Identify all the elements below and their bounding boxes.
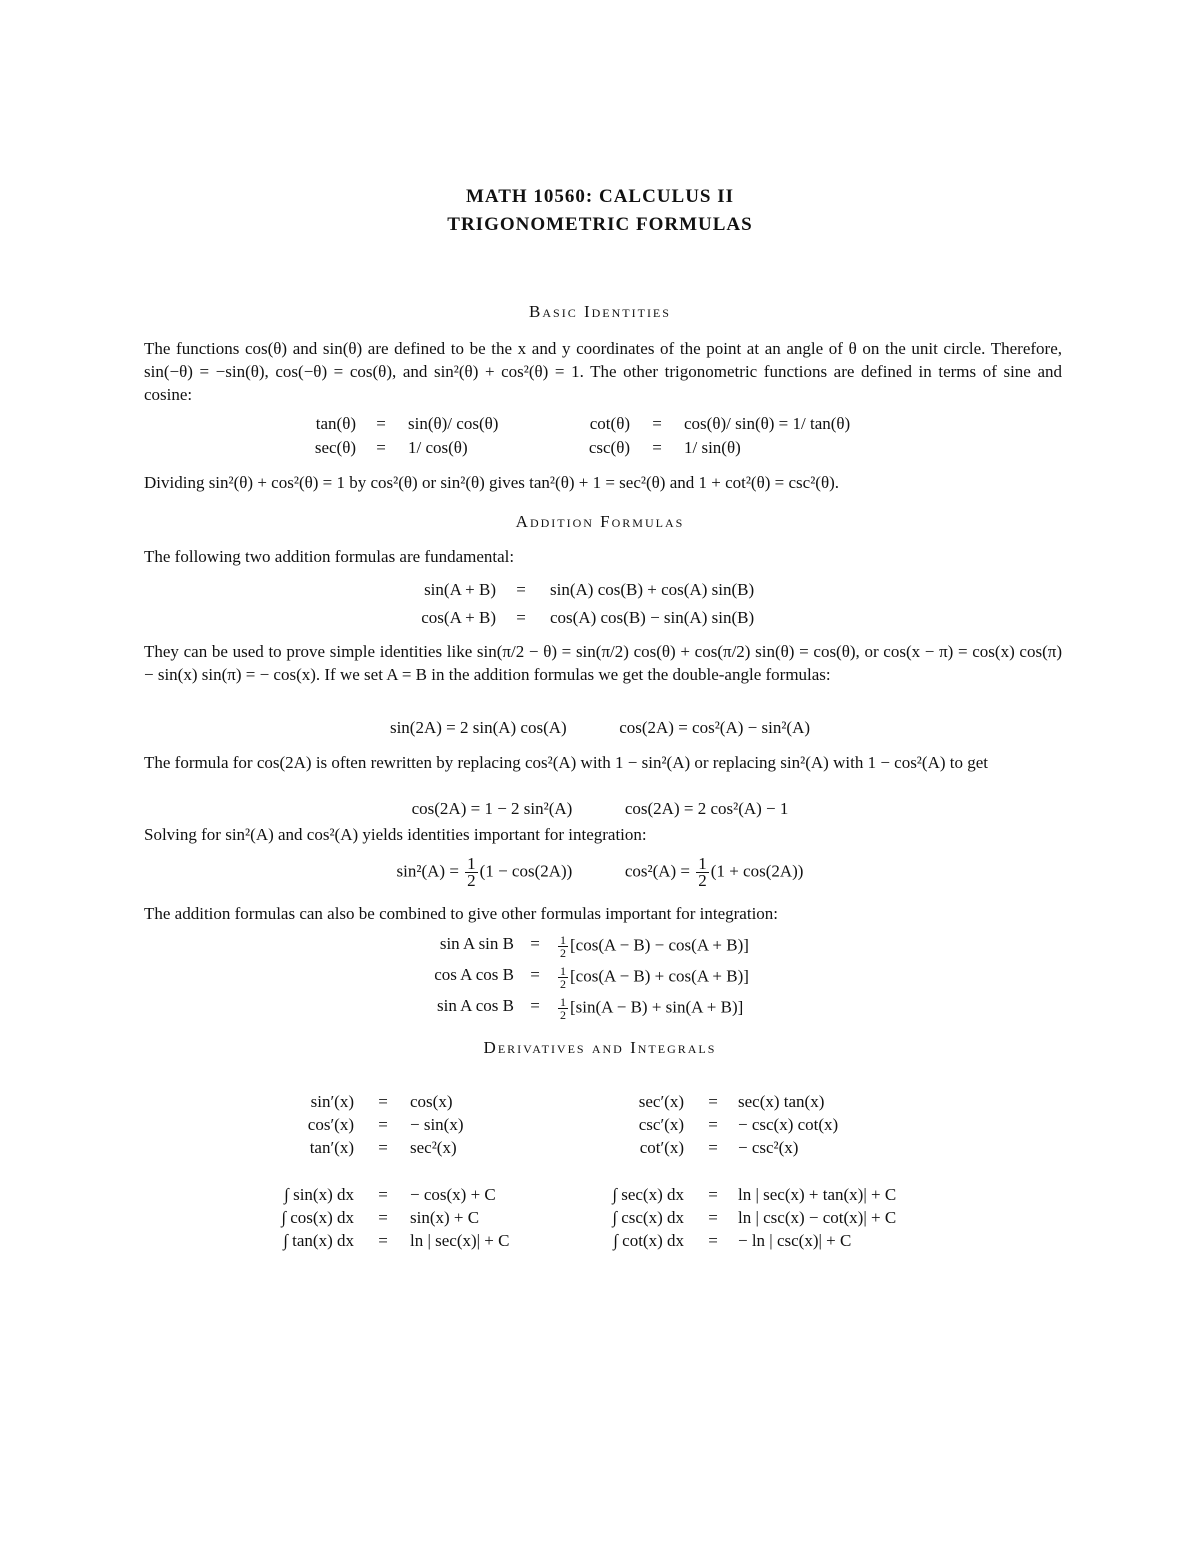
def-rel: = (376, 438, 386, 457)
prove-text: They can be used to prove simple identities like sin(π/2 − θ) = sin(π/2) cos(θ) + cos(π/2) sin(θ) = cos(θ), or cos(x − π) = cos(x) cos(π) − sin(x) sin(π) = − cos(x). If we set A = B in the addition formulas we get the double-angle formulas: (144, 642, 1062, 684)
integral-rel: = (708, 1185, 718, 1204)
fraction-denominator: 2 (698, 871, 707, 890)
def-row-1 (0, 414, 1200, 438)
half-sin-rhs: (1 − cos(2A)) (479, 861, 573, 881)
addition-formula-sin (0, 580, 1200, 604)
fraction-denominator: 2 (560, 946, 566, 960)
document-title-line1: MATH 10560: CALCULUS II (465, 186, 735, 207)
half-angle-formulas (0, 856, 1200, 889)
formula-rhs: cos(A) cos(B) − sin(A) sin(B) (550, 608, 755, 627)
derivative-rhs: sec²(x) (410, 1138, 457, 1157)
integral-rhs: sin(x) + C (410, 1208, 480, 1227)
product-rel: = (530, 965, 540, 984)
integral-rel: = (378, 1208, 388, 1227)
integral-row-1 (0, 1185, 1200, 1209)
def-lhs: sec(θ) (314, 438, 356, 457)
integral-rhs: ln | csc(x) − cot(x)| + C (738, 1208, 897, 1227)
def-lhs: cot(θ) (589, 414, 630, 433)
def-lhs: csc(θ) (588, 438, 630, 457)
fraction-denominator: 2 (560, 1008, 566, 1022)
fraction-denominator: 2 (560, 977, 566, 991)
section-heading-addition: Addition Formulas (515, 512, 685, 531)
addition-formula-cos (0, 608, 1200, 632)
derivative-lhs: tan′(x) (309, 1138, 354, 1157)
product-formula-1 (0, 934, 1200, 962)
derivative-rhs: − sin(x) (410, 1115, 464, 1134)
derivative-row-1 (0, 1092, 1200, 1116)
half-fraction (696, 856, 709, 889)
double-angle-cos: cos(2A) = cos²(A) − sin²(A) (619, 718, 811, 737)
solving-text: Solving for sin²(A) and cos²(A) yields identities important for integration: (144, 825, 647, 844)
integral-rhs: ln | sec(x) + tan(x)| + C (738, 1185, 897, 1204)
basic-intro: The functions cos(θ) and sin(θ) are defined to be the x and y coordinates of the point at an angle of θ on the unit circle. Therefore, sin(−θ) = −sin(θ), cos(−θ) = cos(θ), and sin²(θ) + cos²(θ) = 1. The other trigonometric functions are defined in terms of sine and cosine: (144, 339, 1062, 404)
integral-rhs: − ln | csc(x)| + C (738, 1231, 852, 1250)
def-rhs: 1/ sin(θ) (684, 438, 741, 457)
def-rel: = (652, 438, 662, 457)
derivative-rel: = (378, 1138, 388, 1157)
product-lhs: cos A cos B (434, 965, 514, 984)
fraction-numerator: 1 (560, 933, 566, 947)
product-rhs: [cos(A − B) + cos(A + B)] (570, 966, 749, 986)
derivative-lhs: cot′(x) (639, 1138, 684, 1157)
integral-lhs: ∫ csc(x) dx (612, 1208, 684, 1227)
combined-text: The addition formulas can also be combined to give other formulas important for integration: (144, 904, 779, 923)
derivative-lhs: csc′(x) (638, 1115, 684, 1134)
product-rel: = (530, 996, 540, 1015)
addition-intro: The following two addition formulas are fundamental: (144, 547, 515, 566)
def-lhs: tan(θ) (315, 414, 356, 433)
fraction-numerator: 1 (467, 854, 476, 873)
fraction-numerator: 1 (698, 854, 707, 873)
half-fraction (465, 856, 478, 889)
fraction-numerator: 1 (560, 995, 566, 1009)
def-rel: = (652, 414, 662, 433)
derivative-rel: = (708, 1138, 718, 1157)
formula-lhs: cos(A + B) (421, 608, 496, 627)
cos2a-forms (0, 799, 1200, 819)
derivative-lhs: sin′(x) (310, 1092, 354, 1111)
product-rhs: [sin(A − B) + sin(A + B)] (570, 997, 744, 1017)
derivative-rel: = (378, 1092, 388, 1111)
def-rhs: sin(θ)/ cos(θ) (408, 414, 499, 433)
integral-row-3 (0, 1231, 1200, 1255)
cos2a-form-1: cos(2A) = 1 − 2 sin²(A) (411, 799, 573, 818)
integral-rel: = (378, 1231, 388, 1250)
derivative-row-3 (0, 1138, 1200, 1162)
integral-rel: = (378, 1185, 388, 1204)
derivative-rhs: sec(x) tan(x) (738, 1092, 825, 1111)
fraction-denominator: 2 (467, 871, 476, 890)
derivative-lhs: cos′(x) (307, 1115, 354, 1134)
def-rel: = (376, 414, 386, 433)
rewrite-text: The formula for cos(2A) is often rewritten by replacing cos²(A) with 1 − sin²(A) or replacing sin²(A) with 1 − cos²(A) to get (144, 753, 988, 772)
def-rhs: 1/ cos(θ) (408, 438, 468, 457)
formula-rel: = (516, 580, 526, 599)
integral-rel: = (708, 1231, 718, 1250)
derivative-lhs: sec′(x) (638, 1092, 684, 1111)
formula-rhs: sin(A) cos(B) + cos(A) sin(B) (550, 580, 755, 599)
integral-row-2 (0, 1208, 1200, 1232)
integral-lhs: ∫ sin(x) dx (284, 1185, 354, 1204)
section-heading-derivatives: Derivatives and Integrals (483, 1038, 717, 1057)
double-angle-sin: sin(2A) = 2 sin(A) cos(A) (389, 718, 567, 737)
double-angle-formulas (0, 718, 1200, 738)
integral-rhs: ln | sec(x)| + C (410, 1231, 510, 1250)
product-rhs: [cos(A − B) − cos(A + B)] (570, 935, 749, 955)
product-rel: = (530, 934, 540, 953)
formula-rel: = (516, 608, 526, 627)
half-fraction (558, 934, 568, 959)
document-title-line2: TRIGONOMETRIC FORMULAS (447, 214, 753, 235)
derivative-rel: = (708, 1092, 718, 1111)
integral-rel: = (708, 1208, 718, 1227)
dividing-text: Dividing sin²(θ) + cos²(θ) = 1 by cos²(θ) or sin²(θ) gives tan²(θ) + 1 = sec²(θ) and 1 + cot²(θ) = csc²(θ). (144, 473, 840, 492)
half-cos-lhs: cos²(A) = (624, 861, 691, 881)
product-formula-2 (0, 965, 1200, 993)
derivative-rhs: − csc²(x) (738, 1138, 799, 1157)
product-formula-3 (0, 996, 1200, 1024)
def-rhs: cos(θ)/ sin(θ) = 1/ tan(θ) (684, 414, 851, 433)
product-lhs: sin A sin B (439, 934, 514, 953)
derivative-rel: = (378, 1115, 388, 1134)
integral-rhs: − cos(x) + C (410, 1185, 496, 1204)
integral-lhs: ∫ sec(x) dx (612, 1185, 684, 1204)
cos2a-form-2: cos(2A) = 2 cos²(A) − 1 (624, 799, 789, 818)
formula-lhs: sin(A + B) (424, 580, 496, 599)
integral-lhs: ∫ cot(x) dx (613, 1231, 684, 1250)
product-lhs: sin A cos B (437, 996, 514, 1015)
def-row-2 (0, 438, 1200, 462)
derivative-rhs: − csc(x) cot(x) (738, 1115, 839, 1134)
integral-lhs: ∫ cos(x) dx (281, 1208, 354, 1227)
half-sin-lhs: sin²(A) = (396, 861, 459, 881)
derivative-rhs: cos(x) (410, 1092, 453, 1111)
half-cos-rhs: (1 + cos(2A)) (710, 861, 804, 881)
derivative-rel: = (708, 1115, 718, 1134)
fraction-numerator: 1 (560, 964, 566, 978)
integral-lhs: ∫ tan(x) dx (283, 1231, 354, 1250)
section-heading-basic: Basic Identities (529, 302, 671, 321)
half-fraction (558, 965, 568, 990)
derivative-row-2 (0, 1115, 1200, 1139)
half-fraction (558, 996, 568, 1021)
